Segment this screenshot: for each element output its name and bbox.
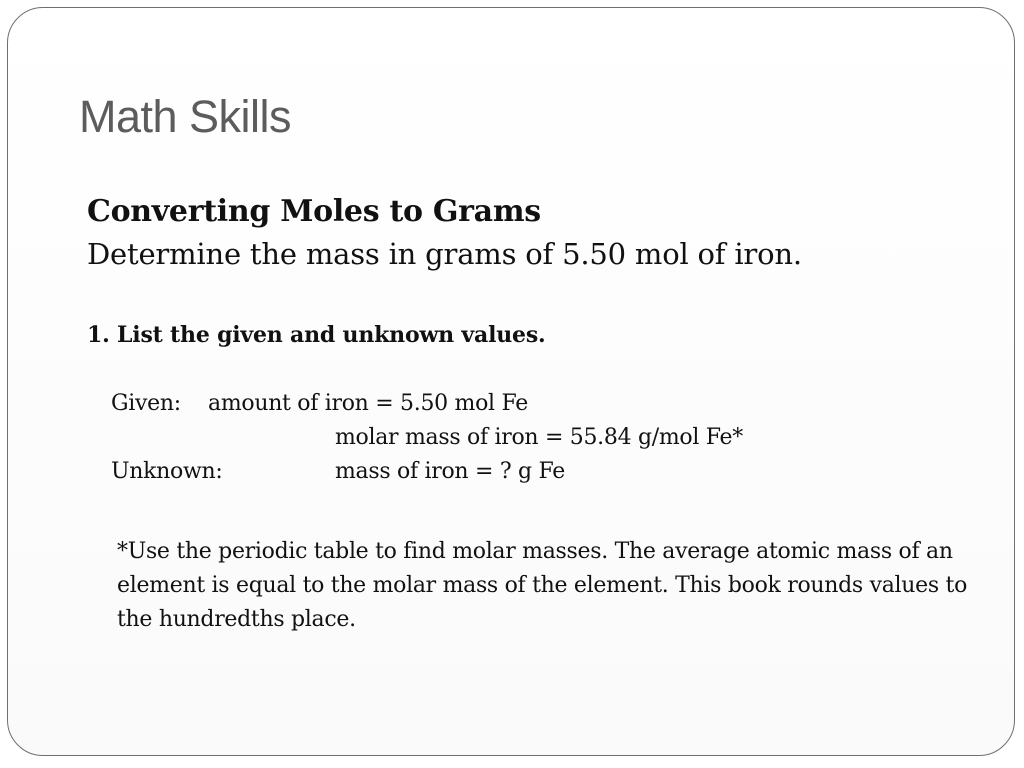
given-amount: amount of iron = 5.50 mol Fe: [208, 391, 528, 416]
slide-frame: [7, 7, 1015, 756]
slide-title: Math Skills: [79, 91, 292, 142]
given-label: Given:: [111, 391, 181, 416]
unknown-label: Unknown:: [111, 459, 223, 484]
given-molar-mass: molar mass of iron = 55.84 g/mol Fe*: [335, 425, 743, 450]
problem-statement: Determine the mass in grams of 5.50 mol of iron.: [87, 237, 802, 271]
unknown-value: mass of iron = ? g Fe: [335, 459, 565, 484]
section-heading: Converting Moles to Grams: [87, 194, 541, 229]
footnote-paragraph: *Use the periodic table to find molar masses. The average atomic mass of an element is equal to the molar mass of the element. This book rounds values to the hundredths place.: [117, 539, 968, 632]
step-1-label: 1. List the given and unknown values.: [87, 322, 546, 348]
